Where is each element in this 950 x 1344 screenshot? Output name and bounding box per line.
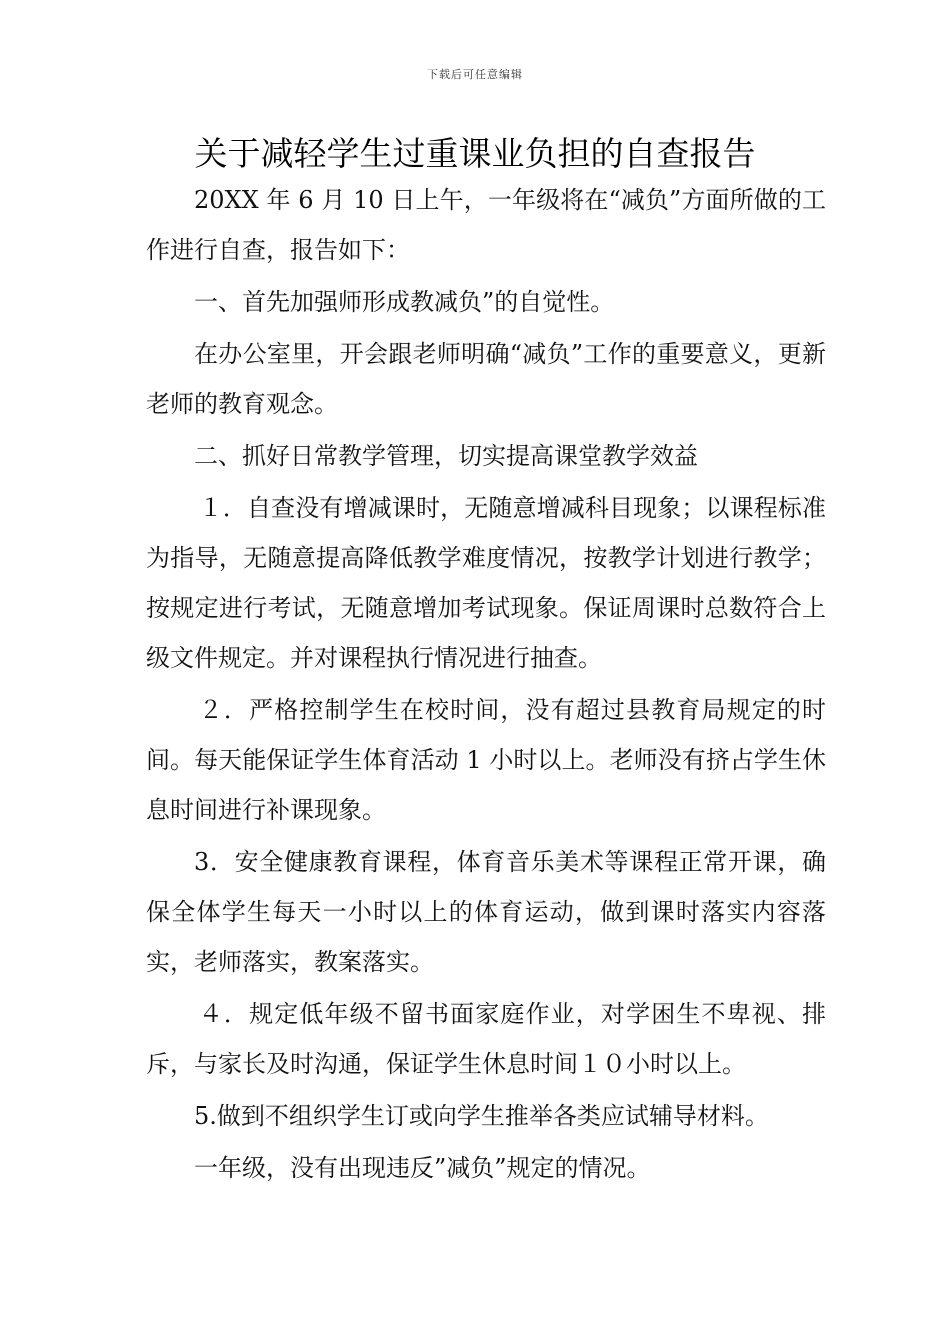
document-title: 关于减轻学生过重课业负担的自查报告: [194, 134, 756, 173]
paragraph-section-2-heading: 二、抓好日常教学管理，切实提高课堂教学效益: [194, 442, 698, 470]
paragraph-item-1: １．自查没有增减课时，无随意增减科目现象；以课程标准为指导，无随意提高降低教学难度情况，按教学计划进行教学；按规定进行考试，无随意增加考试现象。保证周课时总数符合上级文件规定。并对课程执行情况进行抽查。: [146, 494, 826, 672]
paragraph-item-4: ４．规定低年级不留书面家庭作业，对学困生不卑视、排斥，与家长及时沟通，保证学生休息时间１０小时以上。: [146, 1000, 826, 1078]
watermark: 下载后可任意编辑: [427, 68, 523, 81]
paragraph-item-3: 3．安全健康教育课程，体育音乐美术等课程正常开课，确保全体学生每天一小时以上的体育运动，做到课时落实内容落实，老师落实，教案落实。: [146, 848, 826, 976]
paragraph-item-5: 5.做到不组织学生订或向学生推举各类应试辅导材料。: [194, 1102, 769, 1130]
paragraph-intro: 20XX 年 6 月 10 日上午，一年级将在“减负”方面所做的工作进行自查，报告如下：: [146, 186, 826, 264]
paragraph-item-2: ２．严格控制学生在校时间，没有超过县教育局规定的时间。每天能保证学生体育活动 1 小时以上。老师没有挤占学生休息时间进行补课现象。: [146, 696, 826, 824]
paragraph-section-1-body: 在办公室里，开会跟老师明确“减负”工作的重要意义，更新老师的教育观念。: [146, 340, 826, 418]
document-body: [146, 175, 826, 1195]
paragraph-section-1-heading: 一、首先加强师形成教减负”的自觉性。: [194, 288, 615, 316]
paragraph-conclusion: 一年级，没有出现违反”减负”规定的情况。: [194, 1154, 651, 1182]
